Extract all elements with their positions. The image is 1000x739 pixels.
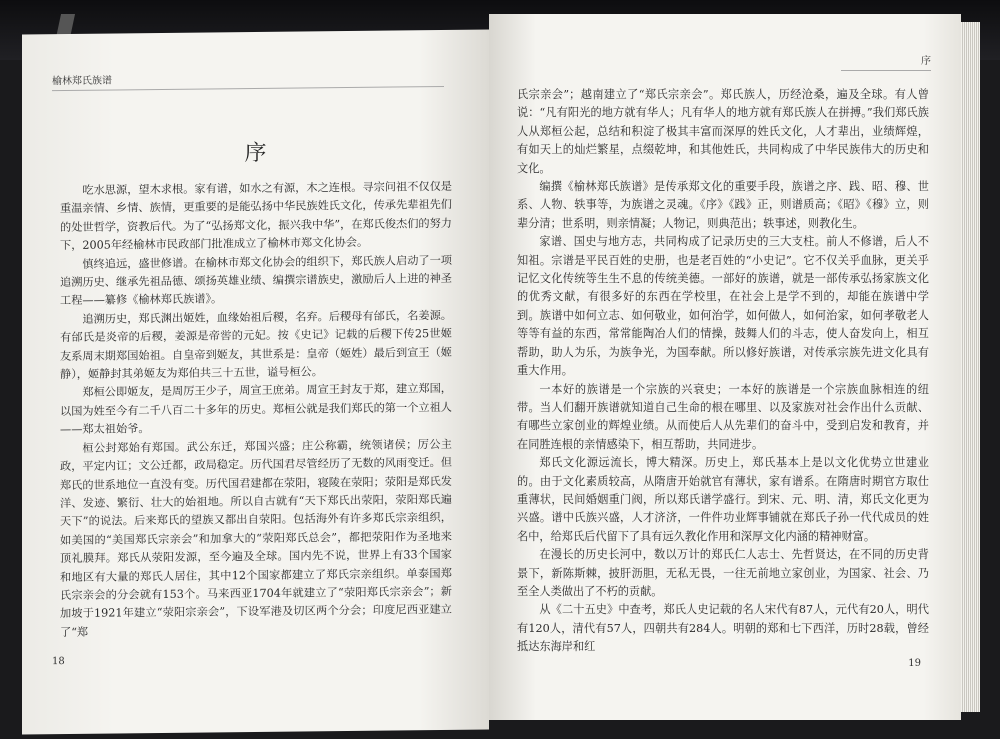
right-page-number: 19 (908, 658, 921, 669)
paragraph: 一本好的族谱是一个宗族的兴衰史；一本好的族谱是一个宗族血脉相连的纽带。当人们翻开族谱就知道自己生命的根在哪里、以及家族对社会作出什么贡献、有哪些立家创业的辉煌业绩。从而使后人从先辈们的奋斗中，受到启发和教育，并在同胜连根的亲情感染下，相互帮助，共同进步。 (517, 382, 929, 451)
paragraph: 家谱、国史与地方志，共同构成了记录历史的三大支柱。前人不修谱，后人不知祖。宗谱是平民百姓的史册，也是老百姓的“小史记”。它不仅关乎血脉，更关乎记忆文化传统等生生不息的传统美德。一部好的族谱，就是一部传承弘扬家族文化的优秀文献，有很多好的东西在学校里，在社会上是学不到的，却能在族谱中学到。族谱中如何立志、如何敬业，如何治学，如何做人，如何治家，如何孝敬老人等等有益的东西，常常能陶冶人们的情操，鼓舞人们的斗志，使人奋发向上，相互帮助，助人为乐，为族争光，为国奉献。所以修好族谱，对传承宗族先进文化具有重大作用。 (517, 235, 929, 378)
paragraph: 郑氏文化源远流长，博大精深。历史上，郑氏基本上是以文化优势立世建业的。由于文化素质较高，从隋唐开始就官有薄状，家有谱系。在隋唐时期官方取仕重薄状，民间婚姻重门阀，所以郑氏谱学盛行。到宋、元、明、清，郑氏文化更为兴盛。谱中氏族兴盛，人才济济，一件件功业辉事铺就在郑氏子孙一代代成员的姓名中，给郑氏后代留下了具有远久教化作用和深厚文化内涵的精神财富。 (517, 456, 929, 543)
paragraph: 桓公封郑始有郑国。武公东迁，郑国兴盛；庄公称霸，统领诸侯；厉公主政，平定内讧；文公迁都，政局稳定。历代国君尽管经历了无数的风雨变迁。但郑氏的世系地位一直没有变。历代国君建都在荥阳，寝陵在荥阳；荥阳是郑氏发洋、发迹、繁衍、壮大的始祖地。所以自古就有“天下郑氏出荥阳，荥阳郑氏遍天下”的说法。后来郑氏的望族又都出自荥阳。包括海外有许多郑氏宗亲组织，如美国的“美国郑氏宗亲会”和加拿大的“荥阳郑氏总会”，都把荥阳作为圣地来顶礼膜拜。郑氏从荥阳发源，至今遍及全球。国内先不说，世界上有33个国家和地区有大量的郑氏人居住，其中12个国家都建立了郑氏宗亲组织。单泰国郑氏宗亲会的分会就有153个。马来西亚1704年就建立了“荥阳郑氏宗亲会”；新加坡于1921年建立“荥阳宗亲会”，下设军港及切区两个分会；印度尼西亚建立了“郑 (60, 437, 452, 639)
left-page-body (60, 178, 452, 642)
chapter-title: 序 (244, 140, 267, 167)
book-spread (22, 14, 980, 726)
paragraph: 在漫长的历史长河中，数以万计的郑氏仁人志士、先哲贤达，在不同的历史背景下，新陈斯棘，披肝沥胆，无私无畏，一往无前地立家创业，为国家、社会、乃至全人类做出了不朽的贡献。 (517, 548, 929, 598)
left-page-number: 18 (52, 655, 65, 668)
paragraph: 吃水思源，望木求根。家有谱，如水之有源，木之连根。寻宗问祖不仅仅是重温亲情、乡情、族情，更重要的是能弘扬中华民族姓氏文化，传承先辈祖先们的处世哲学，资教后代。为了“弘扬郑文化，振兴我中华”，在郑氏俊杰们的努力下，2005年经榆林市民政部门批准成立了榆林市郑文化协会。 (60, 179, 452, 253)
paragraph: 慎终追远，盛世修谱。在榆林市郑文化协会的组织下，郑氏族人启动了一项追溯历史、继承先祖品德、颂扬英雄业绩、编撰宗谱族史，激励后人上进的神圣工程——纂修《榆林郑氏族谱》。 (60, 253, 452, 308)
paragraph: 追溯历史，郑氏渊出姬姓，血缘始祖后稷，名弃。后稷母有邰氏，名姜源。有邰氏是炎帝的后稷，姜源是帝喾的元妃。按《史记》记载的后稷下传25世姬友系周末期郑国始祖。自皇帝到姬友，其世系是：皇帝（姬姓）最后到宣王（姬静），姬静封其弟姬友为郑伯共三十五世，谥号桓公。 (60, 308, 452, 382)
page-edges (961, 22, 980, 712)
paragraph: 氏宗亲会”；越南建立了“郑氏宗亲会”。郑氏族人，历经沧桑，遍及全球。有人曾说：“凡有阳光的地方就有华人；凡有华人的地方就有郑氏族人在拼搏。”我们郑氏族人从郑桓公起，总结和积淀了极其丰富而深厚的姓氏文化，人才辈出，业绩辉煌，有如天上的灿烂繁星，点缀乾坤，和其他姓氏，共同构成了中华民族伟大的历史和文化。 (517, 88, 929, 175)
right-page (489, 14, 961, 720)
paragraph: 从《二十五史》中查考，郑氏人史记载的名人宋代有87人，元代有20人，明代有120人，清代有57人，四朝共有284人。明朝的郑和七下西洋，历时28载，曾经抵达东海岸和红 (517, 603, 929, 654)
right-running-head: 序 (841, 52, 931, 71)
paragraph: 编撰《榆林郑氏族谱》是传承郑文化的重要手段，族谱之序、践、昭、穆、世系、人物、轶事等，为族谱之灵魂。《序》《践》正，则谱质高；《昭》《穆》立，则辈分清；世系明，则亲情凝；人物记，则典范出；轶事述，则教化生。 (517, 180, 929, 230)
left-running-head: 榆林郑氏族谱 (52, 68, 444, 91)
left-page (22, 30, 489, 735)
paragraph: 郑桓公即姬友，是周厉王少子，周宣王庶弟。周宣王封友于郑，建立郑国，以国为姓至今有二千八百二十多年的历史。郑桓公就是我们郑氏的第一个立祖人——郑太祖始爷。 (60, 382, 452, 437)
right-page-body (517, 86, 929, 657)
